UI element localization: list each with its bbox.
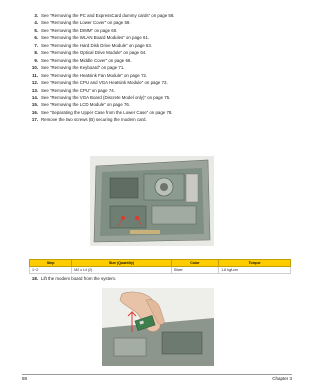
- step-number: 4.: [34, 20, 38, 26]
- page-number: 88: [22, 376, 28, 381]
- hand-lifting-modem-illustration: [102, 288, 214, 366]
- step-number: 16.: [31, 109, 38, 115]
- step-item-18: [29, 275, 289, 282]
- step-text: See “Removing the PC and ExpressCard dummy cards” on page 58.: [41, 13, 175, 18]
- step-number: 14.: [31, 94, 38, 100]
- step-number: 17.: [31, 117, 38, 123]
- step-number: 7.: [34, 42, 38, 48]
- step-item: [29, 12, 289, 19]
- step-number: 6.: [34, 35, 38, 41]
- step-list: [29, 12, 289, 124]
- step-text: See “Separating the Upper Case from the Lower Case” on page 78.: [41, 109, 173, 115]
- step-item: [29, 42, 289, 49]
- column-header-torque: Torque: [219, 260, 291, 267]
- step-item: [29, 27, 289, 34]
- step-number: 8.: [34, 50, 38, 56]
- cell-color: Silver: [171, 267, 218, 274]
- step-text: See “Removing the DIMM” on page 60.: [41, 27, 118, 33]
- step-item: [29, 34, 289, 41]
- step-item: [29, 109, 289, 116]
- step-item: [29, 64, 289, 71]
- step-item: [29, 49, 289, 56]
- step-item: [29, 57, 289, 64]
- cell-step: 1~2: [30, 267, 72, 274]
- step-text: See “Removing the Middle Cover” on page 66.: [41, 57, 132, 63]
- chapter-label: Chapter 3: [272, 376, 292, 381]
- step-text: See “Removing the CPU” on page 74.: [41, 87, 115, 93]
- step-number: 11.: [32, 72, 38, 78]
- table-header-row: [30, 260, 291, 267]
- step-text: See “Removing the Heatsink Fan Module” on page 72.: [41, 72, 148, 78]
- column-header-step: Step: [30, 260, 72, 267]
- step-text: Lift the modem board from the system.: [41, 276, 117, 281]
- step-text: See “Removing the VGA Board (Discrete Model only)” on page 75.: [41, 94, 171, 100]
- motherboard-illustration: [90, 156, 214, 246]
- footer-divider: [22, 374, 292, 375]
- step-text: See “Removing the Hard Disk Drive Module” on page 63.: [41, 42, 153, 48]
- step-item: [29, 72, 289, 79]
- step-item: [29, 116, 289, 123]
- step-text: See “Removing the Keyboard” on page 71.: [41, 65, 125, 71]
- step-number: 10.: [31, 65, 38, 71]
- cell-torque: 1.6 kgf-cm: [219, 267, 291, 274]
- step-item: [29, 87, 289, 94]
- step-text: See “Removing the Lower Cover” on page 59.: [41, 20, 131, 26]
- step-number: 3.: [34, 13, 38, 18]
- step-number: 15.: [31, 102, 38, 108]
- cell-size: M2 x L4 (2): [72, 267, 172, 274]
- page-footer: [22, 376, 292, 381]
- step-number: 18.: [31, 276, 38, 281]
- step-number: 5.: [34, 27, 38, 33]
- step-item: [29, 94, 289, 101]
- screw-spec-table: [29, 259, 291, 274]
- step-text: See “Removing the CPU and VGA Heatsink Module” on page 73.: [41, 80, 168, 86]
- step-text: See “Removing the Optical Drive Module” on page 64.: [41, 50, 147, 56]
- column-header-size: Size (Quantity): [72, 260, 172, 267]
- step-text: See “Removing the WLAN Board Modules” on page 61.: [41, 35, 150, 41]
- modem-card-screws-photo: [90, 156, 214, 246]
- step-text: Remove the two screws (B) securing the modem card.: [41, 117, 147, 123]
- modem-board-removal-photo: [102, 288, 214, 366]
- column-header-color: Color: [171, 260, 218, 267]
- step-text: See “Removing the LCD Module” on page 76.: [41, 102, 131, 108]
- step-item: [29, 19, 289, 26]
- table-row: [30, 267, 291, 274]
- step-number: 13.: [31, 87, 38, 93]
- step-number: 12.: [31, 80, 38, 86]
- step-item: [29, 101, 289, 108]
- step-item: [29, 79, 289, 86]
- step-number: 9.: [34, 57, 38, 63]
